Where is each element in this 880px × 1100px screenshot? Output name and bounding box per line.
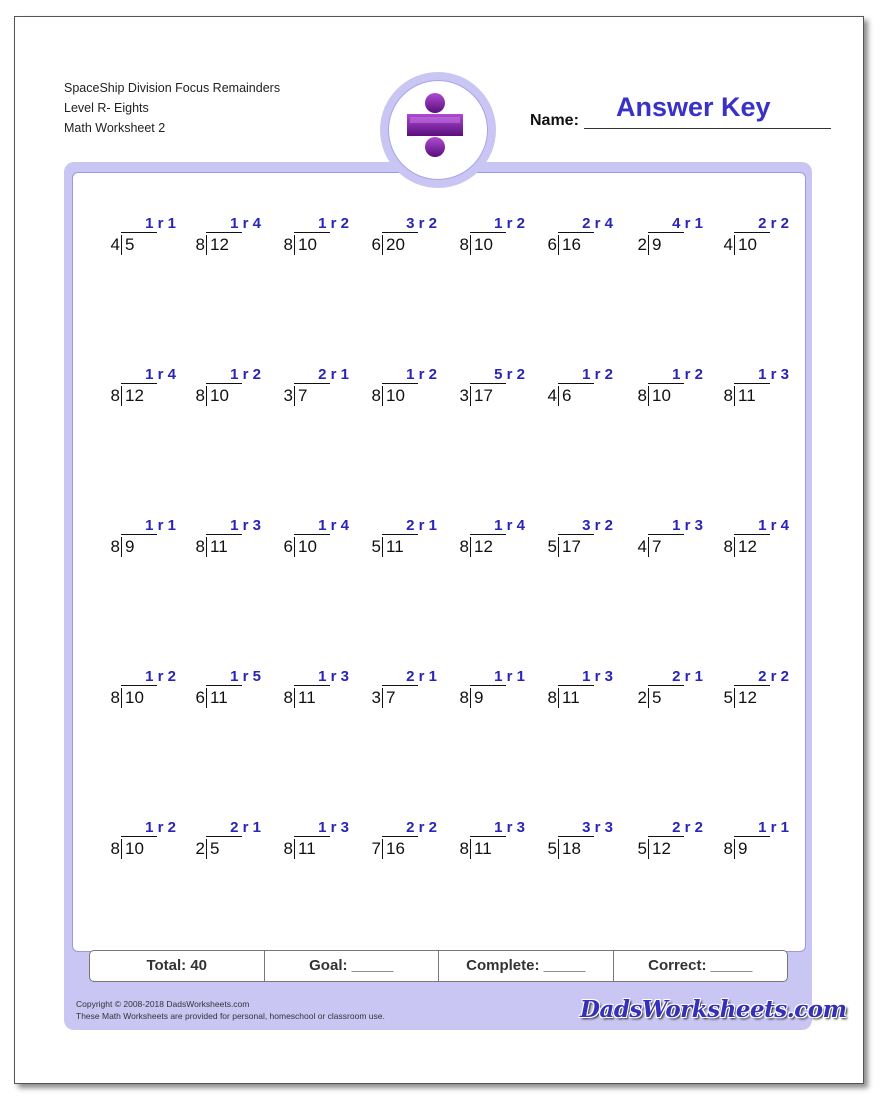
quotient-answer: 3 r 2 xyxy=(582,517,613,534)
division-problem xyxy=(627,517,707,563)
division-bar xyxy=(470,383,506,384)
division-bar xyxy=(206,232,242,233)
division-bar xyxy=(558,685,594,686)
name-label: Name: xyxy=(530,112,579,129)
division-problem xyxy=(537,215,617,261)
divisor: 8 xyxy=(283,688,293,707)
division-bar xyxy=(648,383,684,384)
quotient-answer: 5 r 2 xyxy=(494,366,525,383)
division-bar xyxy=(206,383,242,384)
divisor: 8 xyxy=(459,839,469,858)
division-problem xyxy=(449,517,529,563)
division-problem xyxy=(273,819,353,865)
quotient-answer: 1 r 3 xyxy=(672,517,703,534)
dividend: 16 xyxy=(382,839,405,859)
dividend: 9 xyxy=(470,688,483,708)
name-line[interactable] xyxy=(584,128,831,129)
quotient-answer: 1 r 1 xyxy=(758,819,789,836)
quotient-answer: 1 r 3 xyxy=(494,819,525,836)
dividend: 10 xyxy=(294,537,317,557)
dividend: 11 xyxy=(206,688,228,708)
division-problem xyxy=(185,819,265,865)
dividend: 17 xyxy=(558,537,581,557)
division-problem xyxy=(273,517,353,563)
quotient-answer: 2 r 2 xyxy=(758,668,789,685)
divisor: 4 xyxy=(110,235,120,254)
division-problem xyxy=(100,517,180,563)
divisor: 8 xyxy=(459,688,469,707)
dividend: 17 xyxy=(470,386,493,406)
division-bar xyxy=(121,685,157,686)
site-logo[interactable]: DadsWorksheets.com xyxy=(580,996,847,1023)
dividend: 18 xyxy=(558,839,581,859)
quotient-answer: 1 r 1 xyxy=(494,668,525,685)
dividend: 10 xyxy=(121,839,144,859)
quotient-answer: 1 r 2 xyxy=(145,668,176,685)
division-problem xyxy=(713,668,793,714)
divisor: 3 xyxy=(371,688,381,707)
dividend: 11 xyxy=(294,688,316,708)
divisor: 8 xyxy=(195,537,205,556)
dividend: 7 xyxy=(294,386,307,406)
quotient-answer: 1 r 3 xyxy=(582,668,613,685)
dividend: 11 xyxy=(206,537,228,557)
dividend: 9 xyxy=(734,839,747,859)
division-problem xyxy=(100,668,180,714)
division-bar xyxy=(734,383,770,384)
divisor: 6 xyxy=(371,235,381,254)
quotient-answer: 1 r 3 xyxy=(318,819,349,836)
division-bar xyxy=(121,836,157,837)
quotient-answer: 1 r 3 xyxy=(230,517,261,534)
quotient-answer: 1 r 3 xyxy=(758,366,789,383)
divisor: 8 xyxy=(371,386,381,405)
division-bar xyxy=(294,836,330,837)
divisor: 5 xyxy=(637,839,647,858)
quotient-answer: 1 r 4 xyxy=(494,517,525,534)
division-bar xyxy=(206,836,242,837)
copyright-notice xyxy=(76,998,385,1022)
division-bar xyxy=(648,232,684,233)
quotient-answer: 1 r 5 xyxy=(230,668,261,685)
divisor: 2 xyxy=(195,839,205,858)
quotient-answer: 2 r 1 xyxy=(230,819,261,836)
divisor: 5 xyxy=(547,839,557,858)
division-bar xyxy=(734,836,770,837)
dividend: 12 xyxy=(734,688,757,708)
divisor: 8 xyxy=(195,386,205,405)
division-bar xyxy=(121,383,157,384)
divisor: 5 xyxy=(547,537,557,556)
dividend: 10 xyxy=(294,235,317,255)
answer-key-label: Answer Key xyxy=(616,92,771,122)
division-problem xyxy=(627,215,707,261)
division-bar xyxy=(558,836,594,837)
quotient-answer: 4 r 1 xyxy=(672,215,703,232)
division-problem xyxy=(449,819,529,865)
division-problem xyxy=(273,215,353,261)
division-bar xyxy=(121,534,157,535)
dividend: 11 xyxy=(470,839,492,859)
dividend: 10 xyxy=(206,386,229,406)
division-bar xyxy=(294,685,330,686)
worksheet-title: SpaceShip Division Focus Remainders xyxy=(64,81,281,95)
division-bar xyxy=(558,232,594,233)
division-bar xyxy=(294,534,330,535)
division-problem xyxy=(537,668,617,714)
quotient-answer: 1 r 2 xyxy=(145,819,176,836)
dividend: 7 xyxy=(382,688,395,708)
division-problem xyxy=(100,215,180,261)
division-problem xyxy=(627,668,707,714)
dividend: 5 xyxy=(206,839,219,859)
dividend: 9 xyxy=(121,537,134,557)
division-sign-icon xyxy=(380,72,496,188)
division-problem xyxy=(627,366,707,412)
division-problem xyxy=(361,366,441,412)
division-problem xyxy=(361,819,441,865)
score-table xyxy=(89,950,788,982)
divisor: 8 xyxy=(110,537,120,556)
goal-cell[interactable]: Goal: _____ xyxy=(265,951,440,981)
worksheet-number: Math Worksheet 2 xyxy=(64,121,166,135)
quotient-answer: 1 r 2 xyxy=(406,366,437,383)
division-problem xyxy=(449,366,529,412)
quotient-answer: 1 r 2 xyxy=(230,366,261,383)
division-problem xyxy=(537,366,617,412)
division-bar xyxy=(558,383,594,384)
dividend: 12 xyxy=(206,235,229,255)
divisor: 5 xyxy=(723,688,733,707)
dividend: 5 xyxy=(648,688,661,708)
division-bar xyxy=(734,534,770,535)
dividend: 11 xyxy=(382,537,404,557)
total-cell: Total: 40 xyxy=(90,951,265,981)
dividend: 12 xyxy=(121,386,144,406)
divisor: 6 xyxy=(195,688,205,707)
divisor: 2 xyxy=(637,235,647,254)
division-bar xyxy=(470,534,506,535)
divisor: 8 xyxy=(283,839,293,858)
division-problem xyxy=(627,819,707,865)
quotient-answer: 1 r 4 xyxy=(318,517,349,534)
divisor: 3 xyxy=(459,386,469,405)
division-problem xyxy=(185,517,265,563)
dividend: 12 xyxy=(648,839,671,859)
quotient-answer: 2 r 2 xyxy=(758,215,789,232)
division-bar xyxy=(470,232,506,233)
copyright-line: Copyright © 2008-2018 DadsWorksheets.com xyxy=(76,999,250,1009)
quotient-answer: 2 r 2 xyxy=(406,819,437,836)
quotient-answer: 1 r 1 xyxy=(145,215,176,232)
division-problem xyxy=(361,215,441,261)
division-bar xyxy=(470,685,506,686)
dividend: 11 xyxy=(294,839,316,859)
dividend: 11 xyxy=(734,386,756,406)
worksheet-level: Level R- Eights xyxy=(64,101,149,115)
divisor: 8 xyxy=(547,688,557,707)
dividend: 10 xyxy=(382,386,405,406)
quotient-answer: 3 r 3 xyxy=(582,819,613,836)
complete-cell[interactable]: Complete: _____ xyxy=(439,951,614,981)
division-problem xyxy=(100,366,180,412)
divisor: 4 xyxy=(637,537,647,556)
division-bar xyxy=(734,232,770,233)
dividend: 5 xyxy=(121,235,134,255)
division-problem xyxy=(100,819,180,865)
dividend: 11 xyxy=(558,688,580,708)
dividend: 10 xyxy=(648,386,671,406)
dividend: 12 xyxy=(470,537,493,557)
division-bar xyxy=(206,534,242,535)
division-bar xyxy=(382,534,418,535)
division-problem xyxy=(185,366,265,412)
division-problem xyxy=(449,215,529,261)
quotient-answer: 1 r 2 xyxy=(318,215,349,232)
correct-cell[interactable]: Correct: _____ xyxy=(648,957,753,974)
divisor: 8 xyxy=(110,386,120,405)
divisor: 5 xyxy=(371,537,381,556)
division-bar xyxy=(206,685,242,686)
division-bar xyxy=(382,685,418,686)
quotient-answer: 1 r 4 xyxy=(758,517,789,534)
division-problem xyxy=(713,517,793,563)
division-bar xyxy=(382,232,418,233)
divisor: 8 xyxy=(637,386,647,405)
divisor: 6 xyxy=(547,235,557,254)
quotient-answer: 2 r 2 xyxy=(672,819,703,836)
divisor: 8 xyxy=(723,839,733,858)
dividend: 7 xyxy=(648,537,661,557)
name-area xyxy=(530,90,832,130)
divisor: 8 xyxy=(459,235,469,254)
division-bar xyxy=(648,534,684,535)
divisor: 8 xyxy=(110,688,120,707)
division-problem xyxy=(361,668,441,714)
quotient-answer: 1 r 4 xyxy=(145,366,176,383)
division-bar xyxy=(734,685,770,686)
division-problem xyxy=(537,517,617,563)
divisor: 8 xyxy=(723,386,733,405)
division-problem xyxy=(713,819,793,865)
division-badge xyxy=(380,72,496,188)
division-problem xyxy=(713,366,793,412)
divisor: 8 xyxy=(459,537,469,556)
quotient-answer: 3 r 2 xyxy=(406,215,437,232)
divisor: 4 xyxy=(547,386,557,405)
quotient-answer: 2 r 4 xyxy=(582,215,613,232)
division-bar xyxy=(558,534,594,535)
dividend: 12 xyxy=(734,537,757,557)
quotient-answer: 2 r 1 xyxy=(406,517,437,534)
dividend: 10 xyxy=(121,688,144,708)
division-bar xyxy=(470,836,506,837)
quotient-answer: 1 r 2 xyxy=(494,215,525,232)
division-bar xyxy=(648,685,684,686)
dividend: 10 xyxy=(470,235,493,255)
division-bar xyxy=(382,836,418,837)
divisor: 8 xyxy=(195,235,205,254)
dividend: 20 xyxy=(382,235,405,255)
divisor: 3 xyxy=(283,386,293,405)
dividend: 10 xyxy=(734,235,757,255)
divisor: 7 xyxy=(371,839,381,858)
divisor: 6 xyxy=(283,537,293,556)
division-problem xyxy=(361,517,441,563)
quotient-answer: 1 r 3 xyxy=(318,668,349,685)
division-problem xyxy=(713,215,793,261)
quotient-answer: 2 r 1 xyxy=(318,366,349,383)
division-bar xyxy=(294,383,330,384)
divisor: 8 xyxy=(723,537,733,556)
problems-frame xyxy=(64,162,812,1030)
quotient-answer: 1 r 1 xyxy=(145,517,176,534)
division-problem xyxy=(185,215,265,261)
division-bar xyxy=(121,232,157,233)
dividend: 16 xyxy=(558,235,581,255)
division-problem xyxy=(449,668,529,714)
worksheet-header xyxy=(64,78,280,138)
quotient-answer: 2 r 1 xyxy=(406,668,437,685)
usage-line: These Math Worksheets are provided for personal, homeschool or classroom use. xyxy=(76,1011,385,1021)
divisor: 8 xyxy=(110,839,120,858)
divisor: 8 xyxy=(283,235,293,254)
quotient-answer: 2 r 1 xyxy=(672,668,703,685)
division-problem xyxy=(273,366,353,412)
division-problem xyxy=(537,819,617,865)
division-bar xyxy=(294,232,330,233)
dividend: 9 xyxy=(648,235,661,255)
division-problem xyxy=(185,668,265,714)
quotient-answer: 1 r 4 xyxy=(230,215,261,232)
quotient-answer: 1 r 2 xyxy=(582,366,613,383)
division-bar xyxy=(648,836,684,837)
quotient-answer: 1 r 2 xyxy=(672,366,703,383)
divisor: 4 xyxy=(723,235,733,254)
division-problem xyxy=(273,668,353,714)
divisor: 2 xyxy=(637,688,647,707)
dividend: 6 xyxy=(558,386,571,406)
division-bar xyxy=(382,383,418,384)
